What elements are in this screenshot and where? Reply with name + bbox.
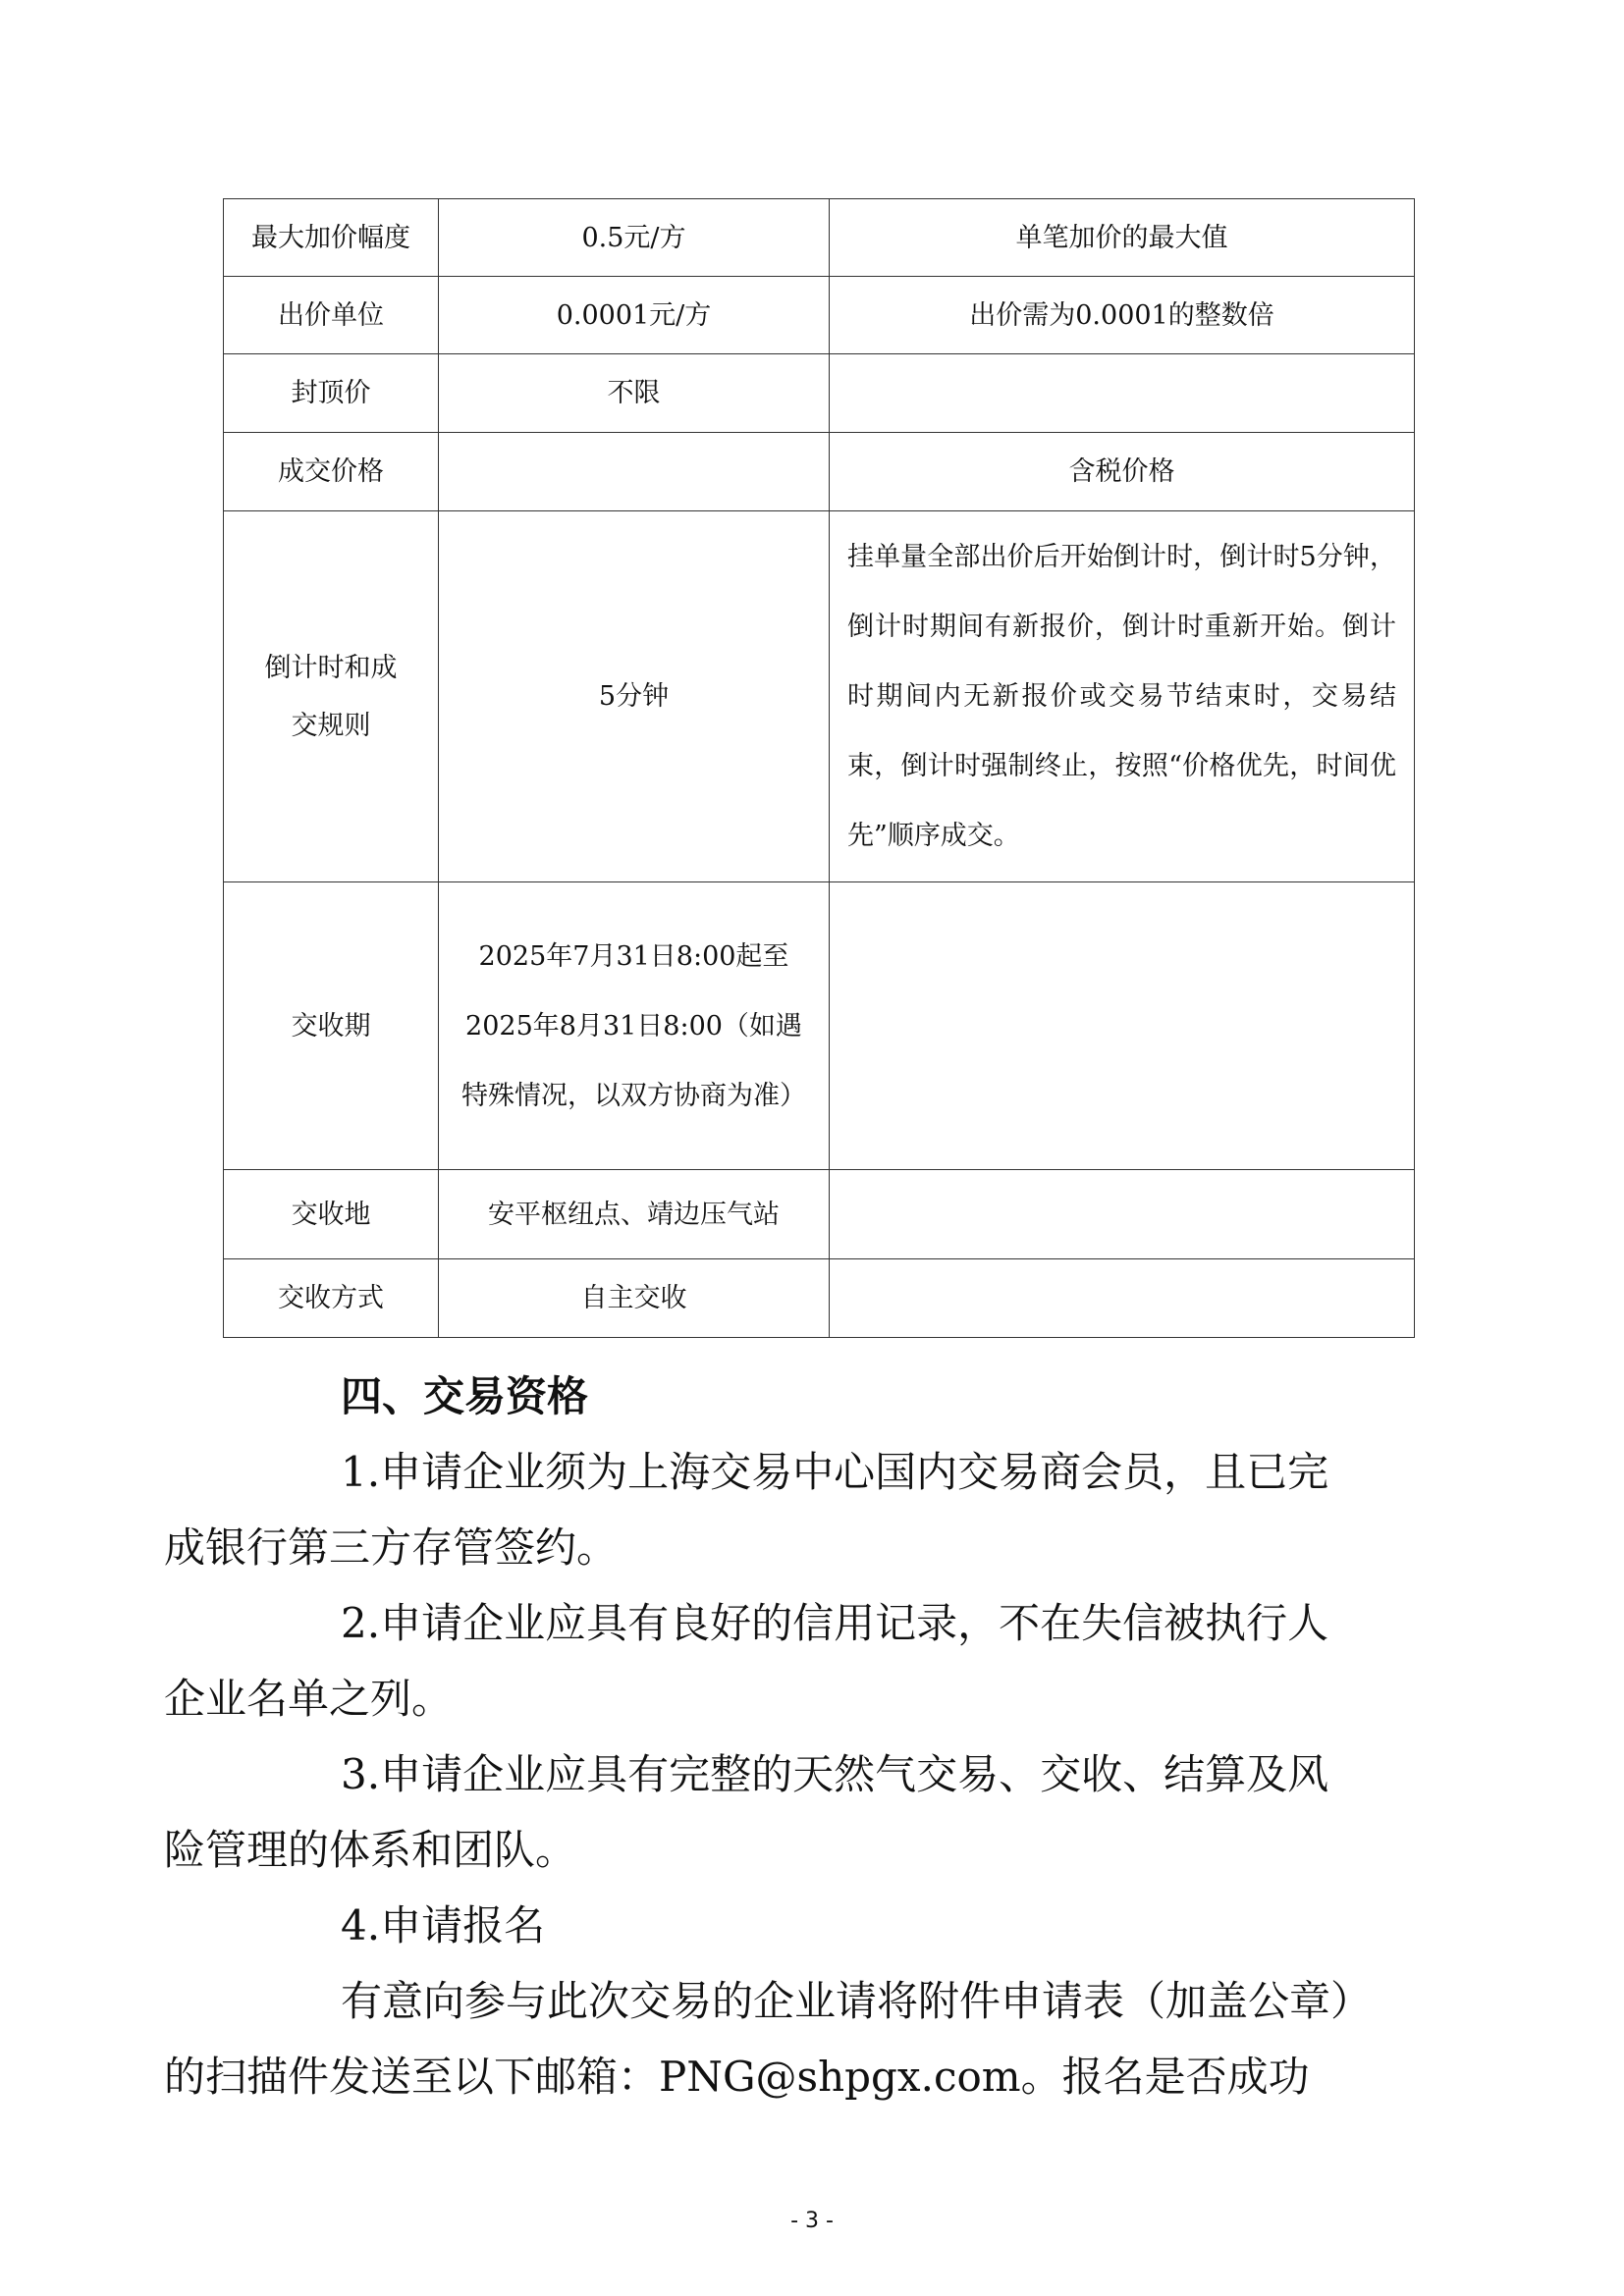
section-body — [164, 1359, 1391, 2114]
table-row — [224, 433, 1415, 511]
row-note: 含税价格 — [830, 433, 1415, 511]
table-row — [224, 354, 1415, 433]
row-value: 5分钟 — [439, 511, 830, 882]
row-note — [830, 354, 1415, 433]
row-note: 挂单量全部出价后开始倒计时，倒计时5分钟，倒计时期间有新报价，倒计时重新开始。倒计时期间内无新报价或交易节结束时，交易结束，倒计时强制终止，按照“价格优先，时间优先”顺序成交。 — [830, 511, 1415, 882]
table-row — [224, 1170, 1415, 1259]
list-item-line: 2.申请企业应具有良好的信用记录，不在失信被执行人 — [341, 1599, 1329, 1647]
row-note — [830, 1170, 1415, 1259]
row-value: 自主交收 — [439, 1259, 830, 1338]
row-label: 交收期 — [224, 882, 439, 1170]
row-value: 2025年7月31日8:00起至2025年8月31日8:00（如遇特殊情况，以双方协商为准） — [439, 882, 830, 1170]
row-note — [830, 1259, 1415, 1338]
row-label: 交收地 — [224, 1170, 439, 1259]
row-value: 不限 — [439, 354, 830, 433]
row-note — [830, 882, 1415, 1170]
page-number: - 3 - — [790, 2209, 834, 2233]
row-label: 交收方式 — [224, 1259, 439, 1338]
list-item-line: 3.申请企业应具有完整的天然气交易、交收、结算及风 — [341, 1750, 1329, 1798]
list-item-line: 企业名单之列。 — [164, 1675, 454, 1723]
row-value: 安平枢纽点、靖边压气站 — [439, 1170, 830, 1259]
table-row — [224, 277, 1415, 354]
row-label: 最大加价幅度 — [224, 199, 439, 277]
row-note: 单笔加价的最大值 — [830, 199, 1415, 277]
table-row — [224, 511, 1415, 882]
row-value: 0.0001元/方 — [439, 277, 830, 354]
list-item-line: 1.申请企业须为上海交易中心国内交易商会员，且已完 — [341, 1448, 1329, 1496]
row-label: 封顶价 — [224, 354, 439, 433]
section-heading: 四、交易资格 — [341, 1372, 589, 1420]
row-value: 0.5元/方 — [439, 199, 830, 277]
table-row — [224, 1259, 1415, 1338]
paragraph-line: 有意向参与此次交易的企业请将附件申请表（加盖公章） — [341, 1977, 1373, 2025]
row-label: 成交价格 — [224, 433, 439, 511]
list-item-line: 险管理的体系和团队。 — [164, 1826, 577, 1874]
row-label: 出价单位 — [224, 277, 439, 354]
row-label: 倒计时和成交规则 — [224, 511, 439, 882]
row-note: 出价需为0.0001的整数倍 — [830, 277, 1415, 354]
row-value — [439, 433, 830, 511]
trade-spec-table — [223, 198, 1415, 1338]
table-row — [224, 199, 1415, 277]
list-item-line: 4.申请报名 — [341, 1901, 546, 1949]
list-item-line: 成银行第三方存管签约。 — [164, 1523, 619, 1572]
table-row — [224, 882, 1415, 1170]
paragraph-line: 的扫描件发送至以下邮箱：PNG@shpgx.com。报名是否成功 — [164, 2053, 1310, 2101]
